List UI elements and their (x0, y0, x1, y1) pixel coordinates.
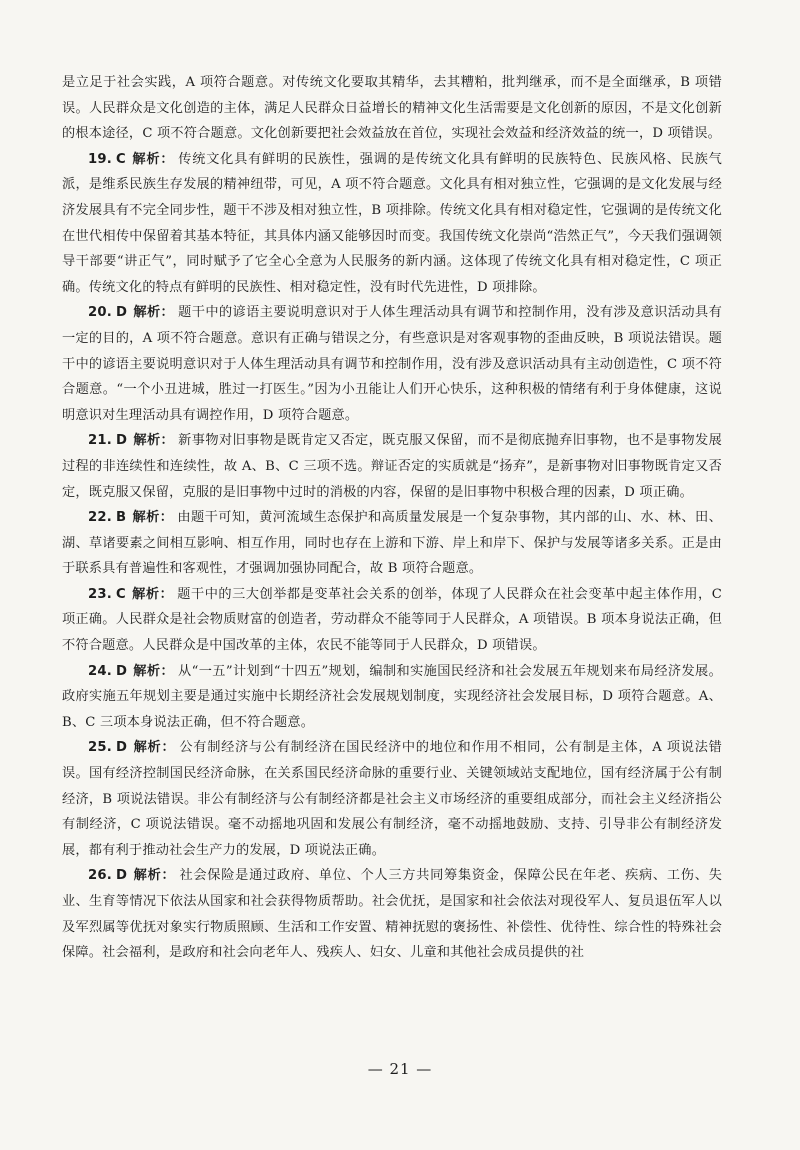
analysis-text: 题干中的三大创举都是变革社会关系的创举，体现了人民群众在社会变革中起主体作用，C 项正确。人民群众是社会物质财富的创造者，劳动群众不能等同于人民群众，A 项错误。B 项本身说法正确，但不符合题意。人民群众是中国改革的主体，农民不能等同于人民群众，D 项错误。 (62, 586, 722, 654)
question-number: 23. (88, 586, 112, 602)
analysis-text: 传统文化具有鲜明的民族性，强调的是传统文化具有鲜明的民族特色、民族风格、民族气派，是维系民族生存发展的精神纽带，可见，A 项不符合题意。文化具有相对独立性，它强调的是文化发展与经济发展具有不完全同步性，题干不涉及相对独立性，B 项排除。传统文化具有相对稳定性，它强调的是传统文化在世代相传中保留着其基本特征，其具体内涵又能够因时而变。我国传统文化崇尚“浩然正气”，今天我们强调领导干部要“讲正气”，同时赋予了它全心全意为人民服务的新内涵。这体现了传统文化具有相对稳定性，C 项正确。传统文化的特点有鲜明的民族性、相对稳定性，没有时代先进性，D 项排除。 (62, 151, 722, 295)
page-number: — 21 — (367, 1060, 433, 1078)
question-number: 22. (88, 510, 112, 526)
answer-option: D (115, 433, 128, 449)
answer-option: D (115, 663, 128, 679)
question-number: 26. (88, 868, 112, 884)
answer-25 (62, 735, 722, 863)
answer-19 (62, 147, 722, 301)
continuation-paragraph: 是立足于社会实践，A 项符合题意。对传统文化要取其精华，去其糟粕，批判继承，而不是全面继承，B 项错误。人民群众是文化创造的主体，满足人民群众日益增长的精神文化生活需要是文化创新的原因，不是文化创新的根本途径，C 项不符合题意。文化创新要把社会效益放在首位，实现社会效益和经济效益的统一，D 项错误。 (62, 75, 722, 142)
analysis-text: 题干中的谚语主要说明意识对于人体生理活动具有调节和控制作用，没有涉及意识活动具有一定的目的，A 项不符合题意。意识有正确与错误之分，有些意识是对客观事物的歪曲反映，B 项说法错误。题干中的谚语主要说明意识对于人体生理活动具有调节和控制作用，没有涉及意识活动具有主动创造性，C 项不符合题意。“一个小丑进城，胜过一打医生。”因为小丑能让人们开心快乐，这种积极的情绪有利于身体健康，这说明意识对生理活动具有调控作用，D 项符合题意。 (62, 305, 722, 423)
analysis-label: 解析： (132, 510, 174, 526)
analysis-label: 解析： (133, 305, 175, 321)
question-number: 25. (88, 740, 112, 756)
analysis-text: 从“一五”计划到“十四五”规划，编制和实施国民经济和社会发展五年规划来布局经济发展。政府实施五年规划主要是通过实施中长期经济社会发展规划制度，实现经济社会发展目标，D 项符合题意。A、B、C 三项本身说法正确，但不符合题意。 (62, 663, 722, 730)
answer-20 (62, 300, 722, 428)
analysis-label: 解析： (131, 586, 174, 602)
answer-24 (62, 659, 722, 736)
answer-option: D (115, 305, 128, 321)
question-number: 19. (88, 151, 112, 167)
answer-option: D (115, 868, 128, 884)
analysis-label: 解析： (131, 151, 175, 167)
analysis-text: 由题干可知，黄河流域生态保护和高质量发展是一个复杂事物，其内部的山、水、林、田、湖、草诸要素之间相互影响、相互作用，同时也存在上游和下游、岸上和岸下、保护与发展等诸多关系。正是由于联系具有普遍性和客观性，才强调加强协同配合，故 B 项符合题意。 (62, 510, 722, 577)
analysis-label: 解析： (133, 433, 175, 449)
answer-22 (62, 505, 722, 582)
answer-23 (62, 582, 722, 659)
question-number: 24. (88, 663, 112, 679)
analysis-label: 解析： (133, 740, 176, 756)
analysis-text: 社会保险是通过政府、单位、个人三方共同筹集资金，保障公民在年老、疾病、工伤、失业、生育等情况下依法从国家和社会获得物质帮助。社会优抚，是国家和社会依法对现役军人、复员退伍军人以及军烈属等优抚对象实行物质照顾、生活和工作安置、精神抚慰的褒扬性、补偿性、优待性、综合性的特殊社会保障。社会福利，是政府和社会向老年人、残疾人、妇女、儿童和其他社会成员提供的社 (62, 868, 723, 961)
question-number: 21. (88, 433, 112, 449)
question-number: 20. (88, 305, 112, 321)
answer-option: C (115, 586, 126, 602)
analysis-label: 解析： (133, 663, 175, 679)
analysis-text: 公有制经济与公有制经济在国民经济中的地位和作用不相同，公有制是主体，A 项说法错误。国有经济控制国民经济命脉，在关系国民经济命脉的重要行业、关键领域站支配地位，国有经济属于公有制经济，B 项说法错误。非公有制经济与公有制经济都是社会主义市场经济的重要组成部分，而社会主义经济指公有制经济，C 项说法错误。毫不动摇地巩固和发展公有制经济，毫不动摇地鼓励、支持、引导非公有制经济发展，都有利于推动社会生产力的发展，D 项说法正确。 (62, 740, 722, 858)
answer-option: B (115, 510, 127, 526)
answer-26 (62, 863, 722, 965)
answer-option: C (115, 151, 126, 167)
analysis-text: 新事物对旧事物是既肯定又否定，既克服又保留，而不是彻底抛弃旧事物，也不是事物发展过程的非连续性和连续性，故 A、B、C 三项不选。辩证否定的实质就是“扬弃”，是新事物对旧事物既肯定又否定，既克服又保留，克服的是旧事物中过时的消极的内容，保留的是旧事物中积极合理的因素，D 项正确。 (62, 433, 722, 500)
analysis-label: 解析： (133, 868, 176, 884)
answer-21 (62, 428, 722, 505)
answer-option: D (115, 740, 128, 756)
